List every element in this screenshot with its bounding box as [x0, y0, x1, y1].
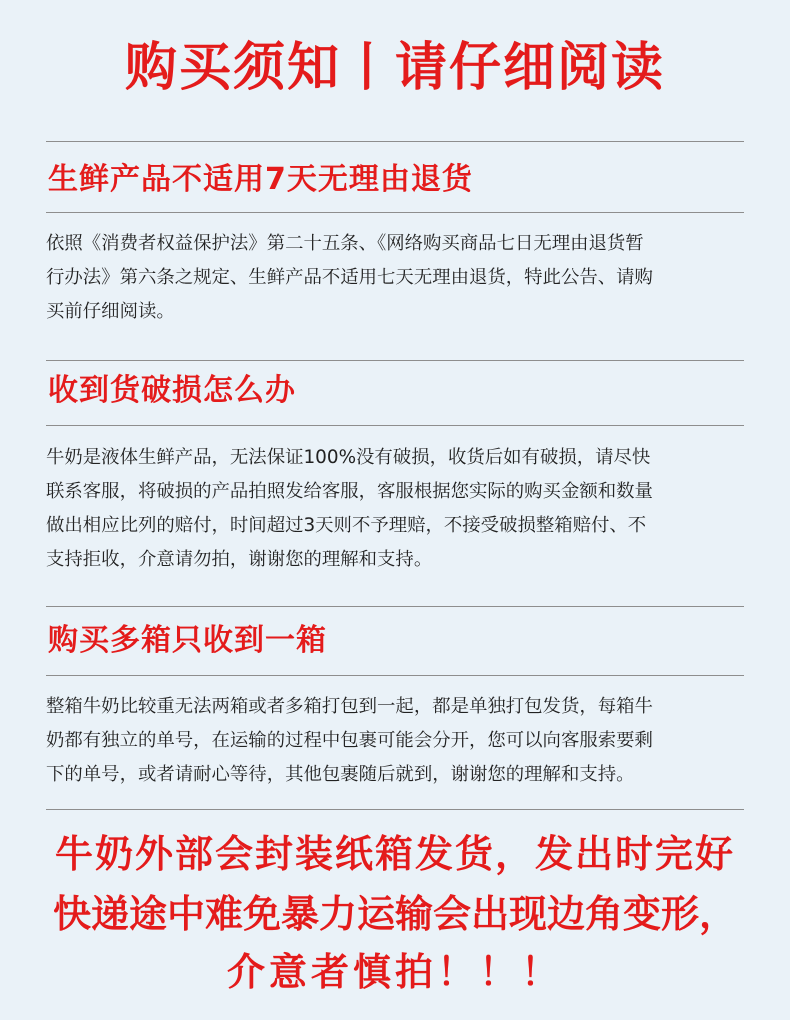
- divider: [46, 675, 744, 676]
- divider: [46, 809, 744, 810]
- section-body-multi-box: 整箱牛奶比较重无法两箱或者多箱打包到一起，都是单独打包发货，每箱牛 奶都有独立的单号，在运输的过程中包裹可能会分开，您可以向客服索要剩 下的单号，或者请耐心等待，其他包裹随后就到，谢谢您的理解和支持。: [46, 696, 653, 785]
- packaging-notice-line-3: 介意者慎拍！！！: [226, 950, 563, 994]
- divider: [46, 360, 744, 361]
- packaging-notice-line-2: 快递途中难免暴力运输会出现边角变形，: [52, 892, 737, 936]
- section-body-no-return: 依照《消费者权益保护法》第二十五条、《网络购买商品七日无理由退货暂 行办法》第六条之规定、生鲜产品不适用七天无理由退货，特此公告、请购 买前仔细阅读。: [46, 233, 653, 322]
- section-title-multi-box: 购买多箱只收到一箱: [48, 623, 327, 658]
- section-title-damage: 收到货破损怎么办: [48, 373, 296, 408]
- page-title: 购买须知丨请仔细阅读: [124, 38, 665, 98]
- divider: [46, 212, 744, 213]
- section-body-damage: 牛奶是液体生鲜产品，无法保证100%没有破损，收货后如有破损，请尽快 联系客服，将破损的产品拍照发给客服，客服根据您实际的购买金额和数量 做出相应比列的赔付，时间超过3天则不予理赔，不接受破损整箱赔付、不 支持拒收，介意请勿拍，谢谢您的理解和支持。: [46, 447, 653, 570]
- packaging-notice-line-1: 牛奶外部会封装纸箱发货，发出时完好: [54, 832, 735, 876]
- divider: [46, 606, 744, 607]
- divider: [46, 425, 744, 426]
- section-title-no-return: 生鲜产品不适用7天无理由退货: [48, 162, 473, 197]
- divider: [46, 141, 744, 142]
